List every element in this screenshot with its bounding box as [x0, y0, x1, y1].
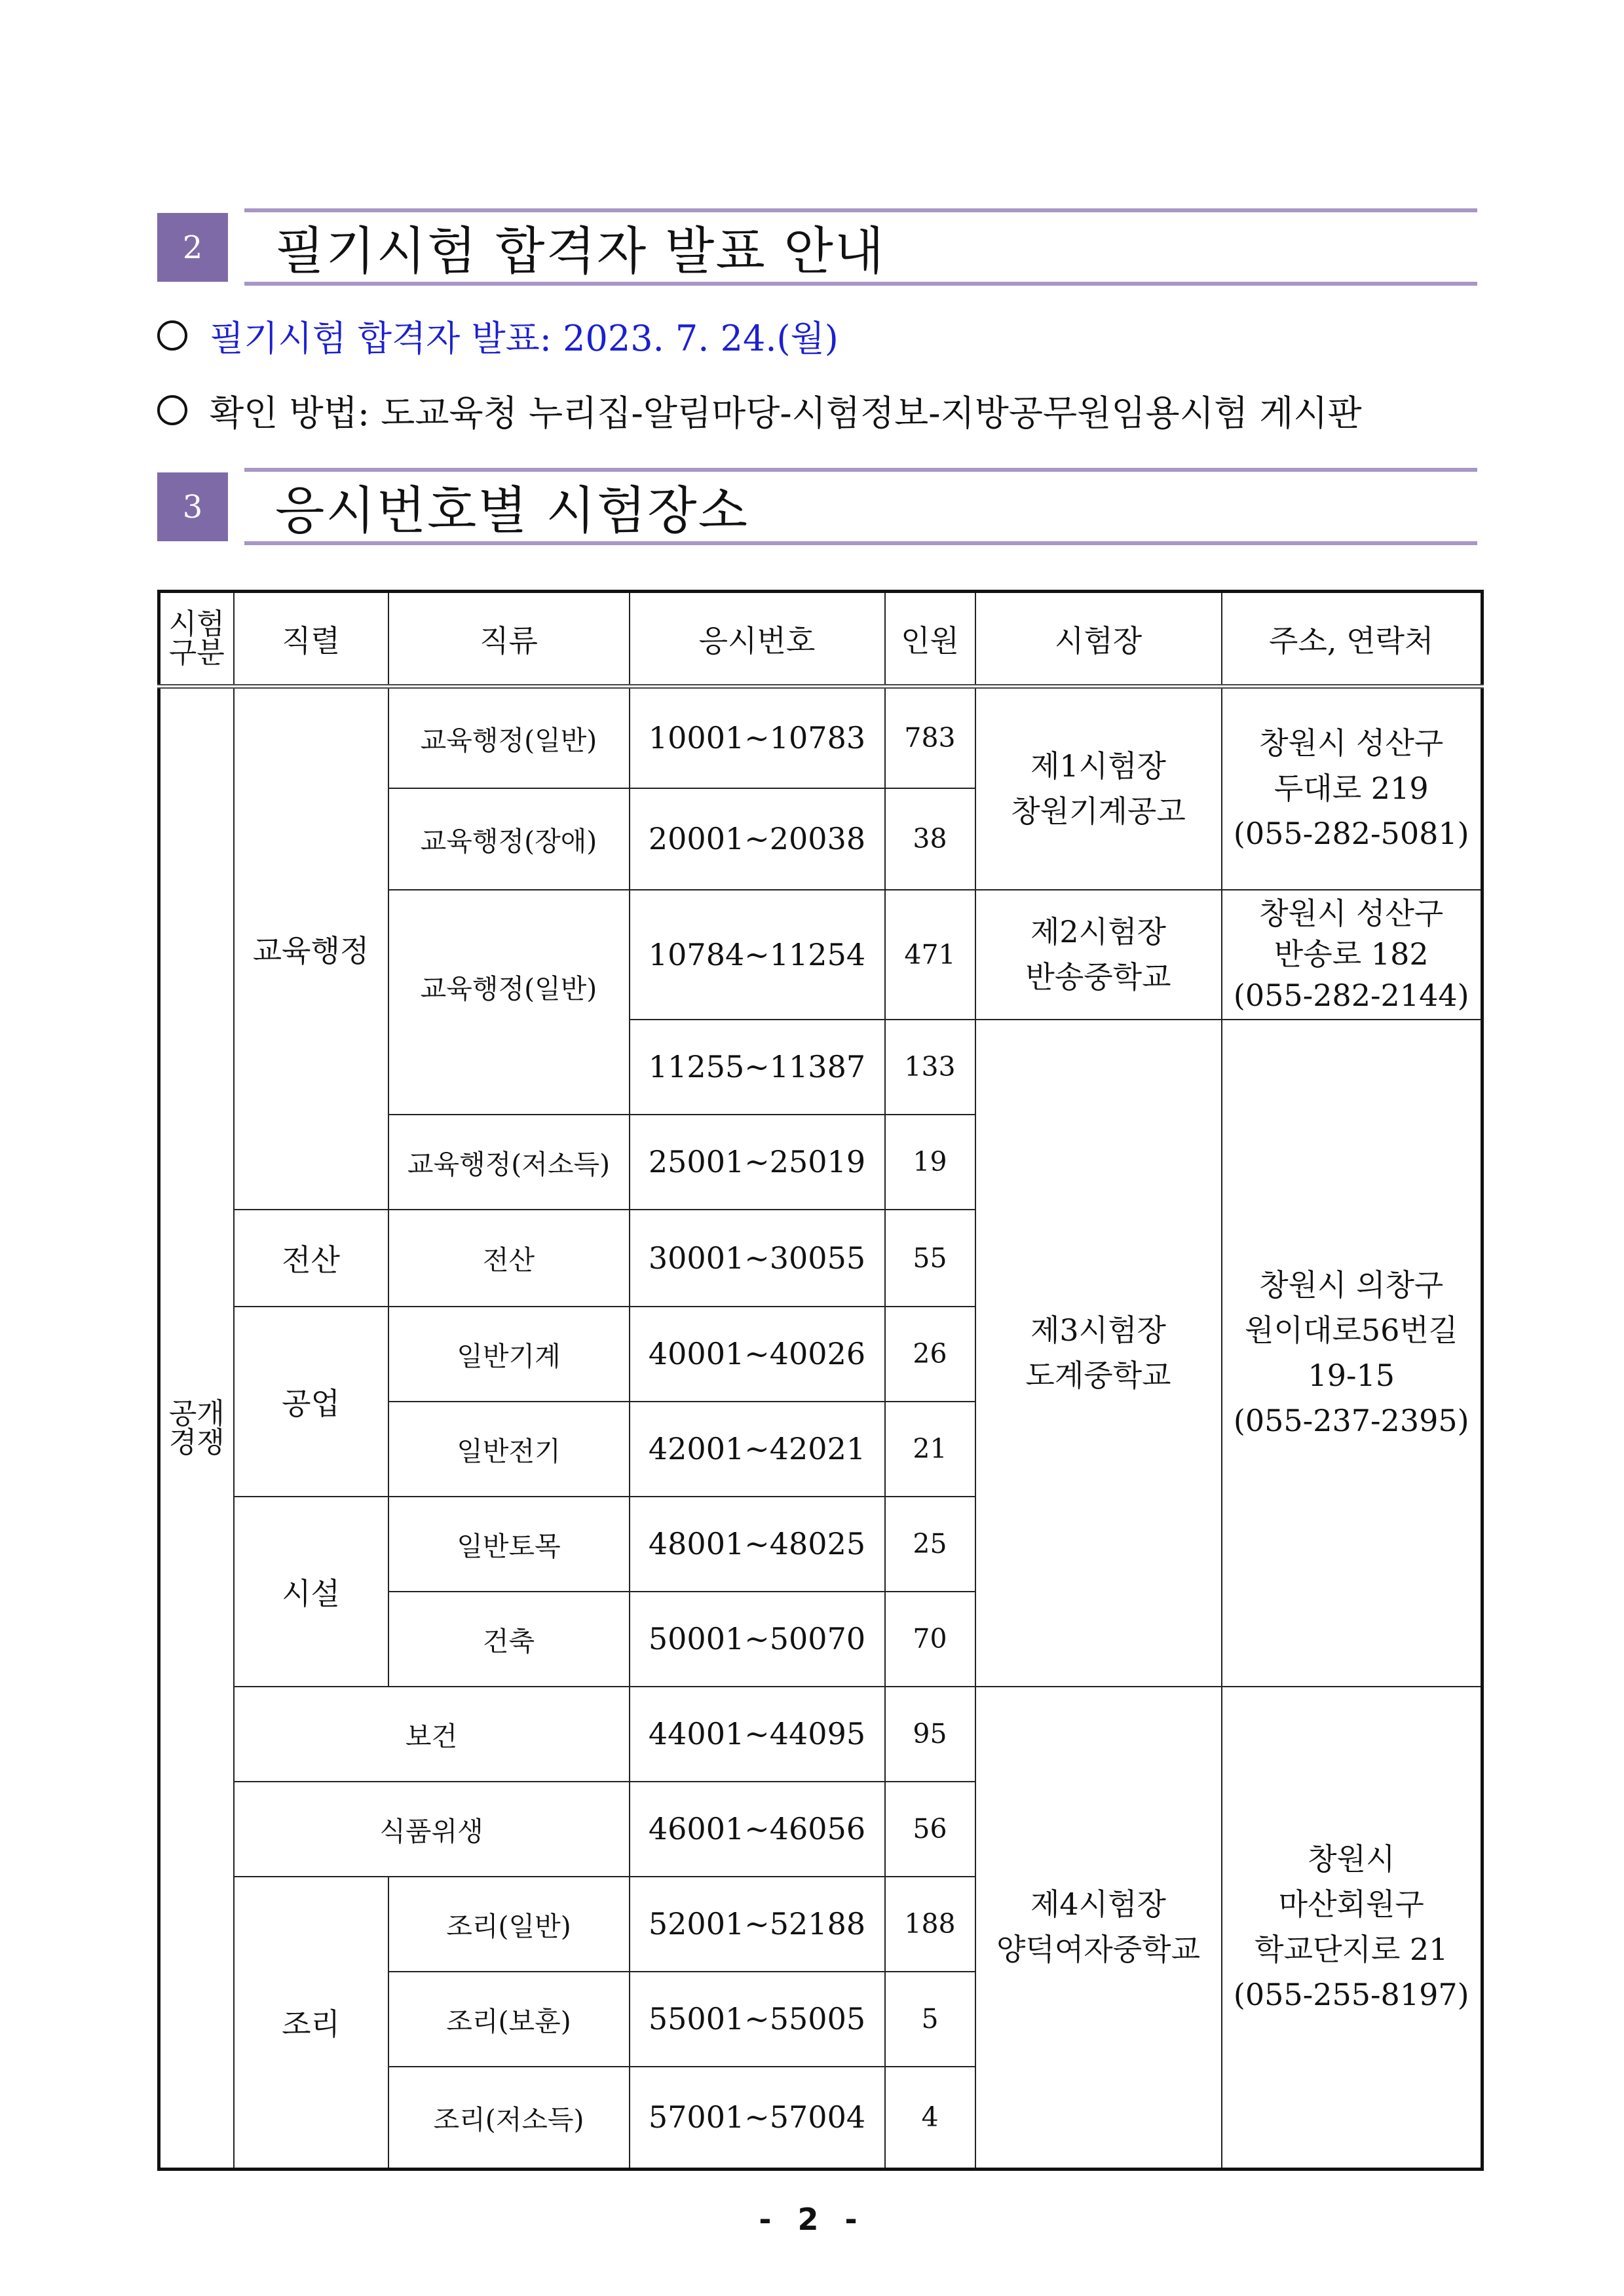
address-2: 창원시 성산구 반송로 182 (055-282-2144)	[1222, 890, 1482, 1020]
venue-4: 제4시험장 양덕여자중학교	[975, 1687, 1222, 2170]
series-edu: 교육행정	[234, 687, 388, 1210]
class-cell: 조리(보훈)	[388, 1972, 630, 2067]
class-cell: 일반기계	[388, 1307, 630, 1402]
number-cell: 46001~46056	[630, 1782, 885, 1877]
number-cell: 57001~57004	[630, 2067, 885, 2170]
series-food: 식품위생	[234, 1782, 630, 1877]
header-number: 응시번호	[630, 592, 885, 687]
check-method	[157, 387, 1362, 434]
series-computing: 전산	[234, 1210, 388, 1307]
header-venue: 시험장	[975, 592, 1222, 687]
class-cell: 조리(저소득)	[388, 2067, 630, 2170]
number-cell: 10001~10783	[630, 687, 885, 788]
circle-bullet-icon	[157, 395, 187, 425]
section-2-header	[157, 208, 1477, 286]
number-cell: 52001~52188	[630, 1877, 885, 1972]
number-cell: 55001~55005	[630, 1972, 885, 2067]
count-cell: 26	[885, 1307, 975, 1402]
class-cell: 조리(일반)	[388, 1877, 630, 1972]
count-cell: 95	[885, 1687, 975, 1782]
section-title: 필기시험 합격자 발표 안내	[275, 222, 886, 281]
header-count: 인원	[885, 592, 975, 687]
number-cell: 50001~50070	[630, 1592, 885, 1687]
class-cell: 교육행정(장애)	[388, 788, 630, 890]
number-cell: 10784~11254	[630, 890, 885, 1020]
count-cell: 188	[885, 1877, 975, 1972]
circle-bullet-icon	[157, 320, 187, 351]
number-cell: 25001~25019	[630, 1115, 885, 1210]
class-cell: 교육행정(일반)	[388, 687, 630, 788]
exam-type-cell: 공개 경쟁	[159, 687, 234, 2170]
count-cell: 5	[885, 1972, 975, 2067]
count-cell: 783	[885, 687, 975, 788]
header-class: 직류	[388, 592, 630, 687]
divider	[244, 541, 1477, 545]
count-cell: 55	[885, 1210, 975, 1307]
section-title: 응시번호별 시험장소	[275, 482, 749, 541]
class-cell: 일반토목	[388, 1497, 630, 1592]
venue-1: 제1시험장 창원기계공고	[975, 687, 1222, 890]
count-cell: 25	[885, 1497, 975, 1592]
series-facility: 시설	[234, 1497, 388, 1687]
number-cell: 40001~40026	[630, 1307, 885, 1402]
count-cell: 471	[885, 890, 975, 1020]
table-row	[159, 687, 1482, 788]
class-cell: 전산	[388, 1210, 630, 1307]
count-cell: 4	[885, 2067, 975, 2170]
exam-venue-table	[157, 590, 1484, 2171]
count-cell: 38	[885, 788, 975, 890]
announcement-date	[157, 312, 839, 359]
bullet-text: 확인 방법: 도교육청 누리집-알림마당-시험정보-지방공무원임용시험 게시판	[210, 392, 1362, 434]
address-4: 창원시 마산회원구 학교단지로 21 (055-255-8197)	[1222, 1687, 1482, 2170]
header-exam-type: 시험 구분	[159, 592, 234, 687]
header-series: 직렬	[234, 592, 388, 687]
number-cell: 11255~11387	[630, 1020, 885, 1115]
count-cell: 133	[885, 1020, 975, 1115]
section-number: 3	[157, 472, 228, 541]
count-cell: 19	[885, 1115, 975, 1210]
series-cooking: 조리	[234, 1877, 388, 2170]
venue-3: 제3시험장 도계중학교	[975, 1020, 1222, 1687]
series-health: 보건	[234, 1687, 630, 1782]
number-cell: 30001~30055	[630, 1210, 885, 1307]
venue-2: 제2시험장 반송중학교	[975, 890, 1222, 1020]
number-cell: 20001~20038	[630, 788, 885, 890]
class-cell: 건축	[388, 1592, 630, 1687]
number-cell: 48001~48025	[630, 1497, 885, 1592]
series-industrial: 공업	[234, 1307, 388, 1497]
class-cell: 일반전기	[388, 1402, 630, 1497]
count-cell: 70	[885, 1592, 975, 1687]
header-address: 주소, 연락처	[1222, 592, 1482, 687]
count-cell: 56	[885, 1782, 975, 1877]
class-cell: 교육행정(일반)	[388, 890, 630, 1115]
address-1: 창원시 성산구 두대로 219 (055-282-5081)	[1222, 687, 1482, 890]
page-number: - 2 -	[759, 2202, 865, 2237]
bullet-text: 필기시험 합격자 발표: 2023. 7. 24.(월)	[210, 317, 839, 359]
number-cell: 44001~44095	[630, 1687, 885, 1782]
count-cell: 21	[885, 1402, 975, 1497]
table-row	[159, 1687, 1482, 1782]
section-3-header	[157, 468, 1477, 545]
divider	[244, 282, 1477, 286]
address-3: 창원시 의창구 원이대로56번길 19-15 (055-237-2395)	[1222, 1020, 1482, 1687]
number-cell: 42001~42021	[630, 1402, 885, 1497]
class-cell: 교육행정(저소득)	[388, 1115, 630, 1210]
table-header-row	[159, 592, 1482, 687]
section-number: 2	[157, 213, 228, 282]
